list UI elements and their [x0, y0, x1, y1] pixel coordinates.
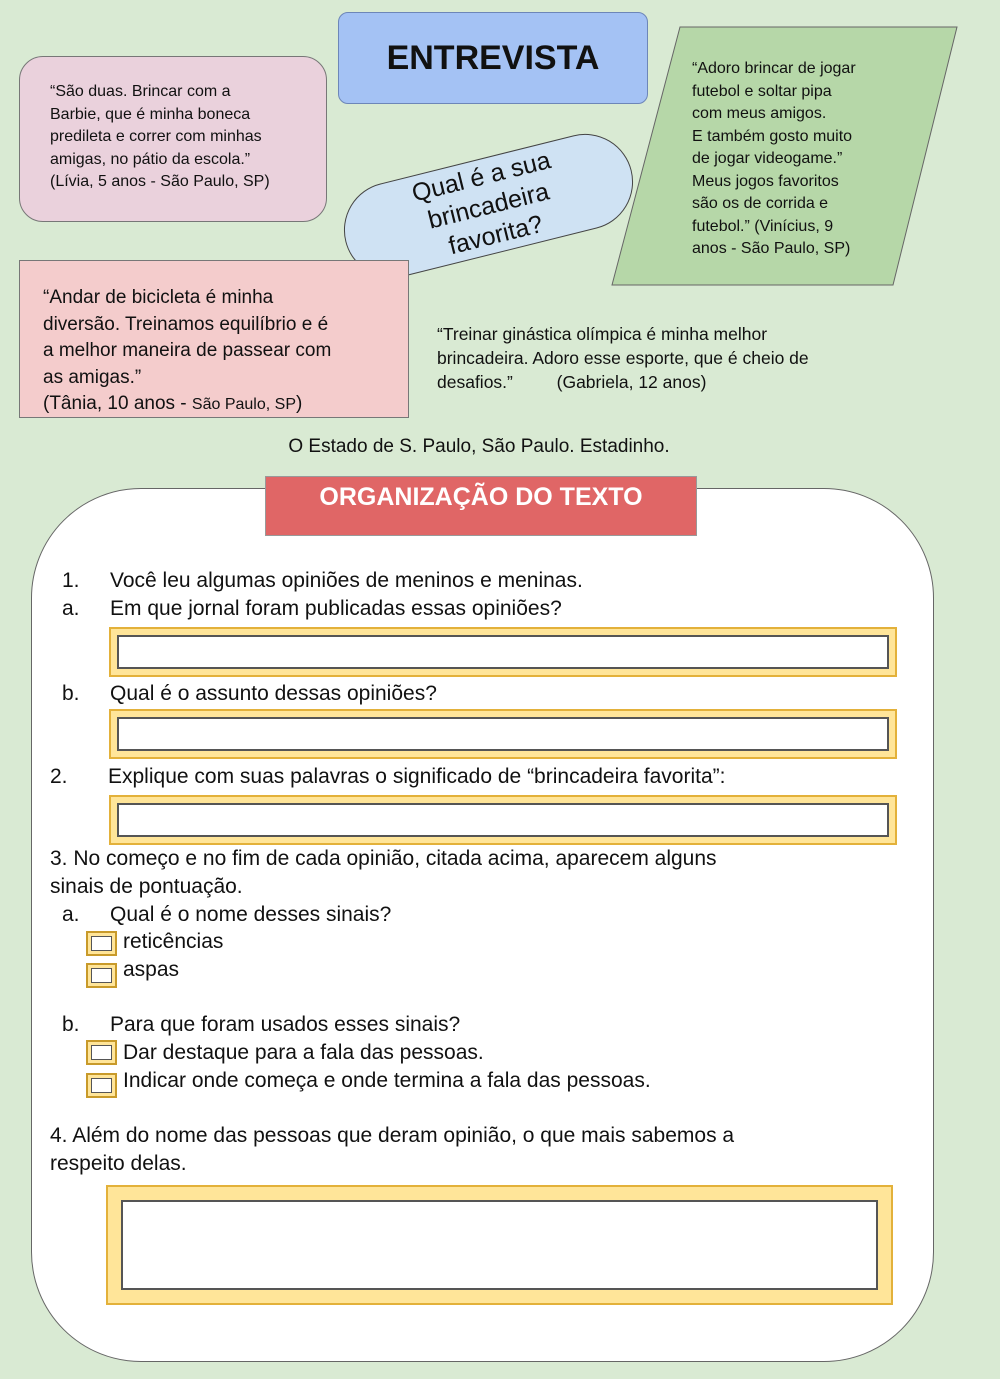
section-title: ORGANIZAÇÃO DO TEXTO [265, 476, 697, 536]
answer-field-1a[interactable] [109, 627, 897, 677]
option-indicar: Indicar onde começa e onde termina a fala das pessoas. [123, 1069, 651, 1092]
question-4-line2: respeito delas. [50, 1152, 187, 1175]
checkbox-aspas[interactable] [86, 963, 117, 988]
quote-tania-author: (Tânia, 10 anos - [43, 393, 192, 414]
question-1-text: Você leu algumas opiniões de meninos e meninas. [110, 569, 583, 592]
answer-field-2[interactable] [109, 795, 897, 845]
question-1a-letter: a. [62, 597, 80, 620]
quote-tania-close: ) [296, 393, 303, 414]
checkbox-reticencias[interactable] [86, 931, 117, 956]
question-3-line1: 3. No começo e no fim de cada opinião, citada acima, aparecem alguns [50, 847, 717, 870]
question-4-line1: 4. Além do nome das pessoas que deram opinião, o que mais sabemos a [50, 1124, 735, 1147]
question-3a-text: Qual é o nome desses sinais? [110, 903, 392, 926]
option-reticencias: reticências [123, 930, 224, 953]
question-3-line2: sinais de pontuação. [50, 875, 243, 898]
question-2-number: 2. [50, 765, 68, 788]
question-3b-text: Para que foram usados esses sinais? [110, 1013, 461, 1036]
quote-gabriela: “Treinar ginástica olímpica é minha melhor brincadeira. Adoro esse esporte, que é cheio de desafios.” (Gabriela, 12 anos) [437, 324, 809, 392]
question-1b-letter: b. [62, 682, 80, 705]
quote-card-vinicius: “Adoro brincar de jogar futebol e soltar pipa com meus amigos. E também gosto muito de jogar videogame.” Meus jogos favoritos são os de corrida e futebol.” (Vinícius, 9 anos - São Paulo, SP) [692, 60, 856, 257]
checkbox-indicar[interactable] [86, 1073, 117, 1098]
question-1b-text: Qual é o assunto dessas opiniões? [110, 682, 437, 705]
page-title: ENTREVISTA [338, 12, 648, 104]
source-citation: O Estado de S. Paulo, São Paulo. Estadinho. [288, 436, 670, 457]
question-3b-letter: b. [62, 1013, 80, 1036]
quote-tania-text: “Andar de bicicleta é minha diversão. Treinamos equilíbrio e é a melhor maneira de passear com as amigas.” [43, 287, 332, 388]
question-bubble: Qual é a sua brincadeira favorita? [334, 124, 643, 289]
checkbox-destaque[interactable] [86, 1040, 117, 1065]
quote-card-tania [19, 260, 409, 418]
question-1-number: 1. [62, 569, 80, 592]
option-destaque: Dar destaque para a fala das pessoas. [123, 1041, 484, 1064]
option-aspas: aspas [123, 958, 180, 981]
answer-field-1b[interactable] [109, 709, 897, 759]
question-3a-letter: a. [62, 903, 80, 926]
answer-field-4[interactable] [106, 1185, 893, 1305]
question-1a-text: Em que jornal foram publicadas essas opiniões? [110, 597, 562, 620]
quote-tania-place: São Paulo, SP [191, 396, 296, 413]
quote-card-livia: “São duas. Brincar com a Barbie, que é minha boneca predileta e correr com minhas amigas, no pátio da escola.” (Lívia, 5 anos - São Paulo, SP) [19, 56, 327, 222]
question-2-text: Explique com suas palavras o significado de “brincadeira favorita”: [108, 765, 726, 788]
